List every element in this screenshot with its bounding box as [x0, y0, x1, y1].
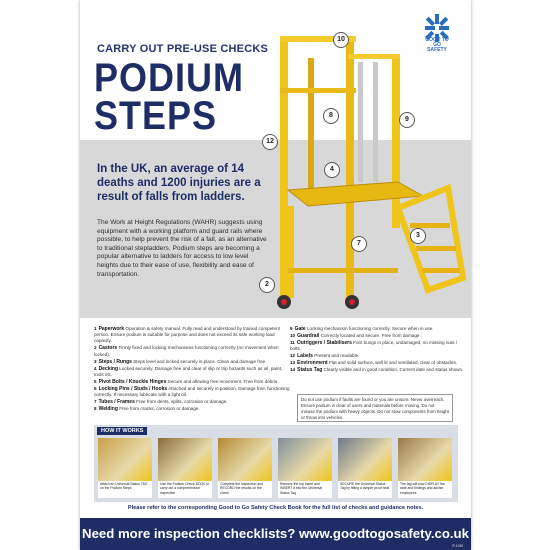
callout-7: 7: [351, 236, 367, 252]
checks-right-column: [290, 326, 465, 374]
check-name: Status Tag: [297, 367, 323, 374]
check-description: Locking mechanism functioning correctly. Secure when in use.: [306, 326, 434, 331]
check-number: 5: [94, 378, 97, 384]
check-name: Locking Pins / Studs / Hooks: [98, 385, 168, 392]
check-number: 1: [94, 326, 97, 331]
check-item: [94, 345, 290, 357]
check-name: Labels: [297, 353, 313, 360]
check-description: Secure and allowing free movement. Free from debris.: [167, 378, 279, 384]
check-item: [94, 406, 290, 412]
step-photo: [278, 438, 332, 481]
how-it-works-step: [278, 438, 332, 498]
check-item: [94, 379, 290, 385]
callout-10: 10: [333, 32, 349, 48]
how-it-works-step: [98, 438, 152, 498]
intro-paragraph: The Work at Height Regulations (WAHR) suggests using equipment with a working platform and guard rails where possible, to help prevent the risk of a fall, as an alternative to traditional stepladders. Podium steps are becoming a popular alternative to ladders for access to low level heights due to their ease of use, flexibility and ease of transportation.: [97, 219, 267, 278]
check-number: 4: [94, 365, 97, 371]
check-number: 10: [290, 333, 296, 338]
title-line-1: PODIUM: [94, 54, 244, 100]
how-it-works-panel: [94, 425, 458, 502]
footer-banner: [80, 518, 471, 550]
step-caption: SECURE the Universal Status Tag by fitting a tamper proof seal: [340, 482, 390, 491]
check-description: Flat and solid surface, well lit and ventilated, clear of obstacles.: [328, 360, 458, 366]
footer-text: Need more inspection checklists? www.goodtogosafety.co.uk: [82, 526, 469, 541]
how-it-works-title: HOW IT WORKS: [97, 427, 147, 435]
safety-note: Do not use podium if faults are found or you are unsure. Never overreach. Ensure podium is clear of users and materials before moving. Do not misuse the podium with heavy objects. Do not stow components from height or throw into vehicles.: [297, 394, 453, 422]
step-photo: [218, 438, 272, 481]
check-description: Correctly located and secure. Free from damage.: [320, 333, 421, 338]
check-number: 13: [290, 360, 296, 366]
callout-12: 12: [262, 134, 278, 150]
check-description: Clearly visible and in good condition. Current date and status shown.: [323, 367, 464, 373]
check-number: 6: [94, 385, 97, 391]
check-description: Present and readable.: [314, 353, 360, 359]
check-description: Free from cracks, corrosion or damage.: [119, 406, 200, 412]
check-number: 11: [290, 340, 295, 345]
check-item: [94, 386, 290, 398]
step-caption: Use the Podium Check BOOK to carry out a comprehensive inspection: [160, 482, 210, 495]
checks-left-column: [94, 326, 290, 413]
check-name: Paperwork: [98, 326, 125, 332]
check-item: [94, 366, 290, 378]
check-name: Steps / Rungs: [98, 358, 132, 365]
check-name: Pivot Bolts / Knuckle Hinges: [98, 378, 167, 385]
hero-section: [80, 0, 471, 318]
callout-3: 3: [410, 228, 426, 244]
check-description: Attached and securely in position. Damage free, functioning correctly. If necessary lubricate with a light oil.: [94, 385, 290, 398]
check-description: Free from dents, splits, corrosion or damage.: [136, 399, 228, 405]
title-line-2: STEPS: [94, 92, 218, 138]
stat-headline: In the UK, an average of 14 deaths and 1200 injuries are a result of falls from ladders.: [97, 163, 261, 203]
check-description: Foot bungs in place, undamaged, no missing nuts / bolts.: [290, 340, 458, 352]
check-item: [94, 399, 290, 405]
step-photo: [338, 438, 392, 481]
step-caption: Remove the top insert and INSERT it into the Universal Status Tag: [280, 482, 323, 495]
check-name: Tubes / Frames: [98, 399, 135, 406]
how-it-works-step: [338, 438, 392, 498]
step-caption: Attach an Universal Status TAG on the Podium Steps: [100, 482, 148, 491]
check-name: Guardrail: [297, 333, 320, 339]
check-description: Steps level and locked securely in place. Clean and damage free.: [133, 358, 267, 364]
check-number: 9: [290, 326, 293, 331]
check-number: 2: [94, 345, 97, 351]
check-name: Outriggers / Stabilisers: [296, 340, 352, 346]
step-photo: [98, 438, 152, 481]
check-description: Locked securely. Damage free and clear of slip or trip hazards such as oil, paint, tools etc.: [94, 365, 283, 377]
check-name: Castors: [98, 345, 118, 352]
callout-2: 2: [259, 277, 275, 293]
callout-8: 8: [323, 108, 339, 124]
how-it-works-step: [218, 438, 272, 498]
check-item: [290, 360, 465, 366]
callout-9: 9: [399, 112, 415, 128]
step-caption: Complete the inspection and RECORD the results on the check: [220, 482, 263, 495]
check-description: Firmly fixed and locking mechanisms functioning correctly (no movement when locked).: [94, 345, 279, 357]
check-number: 14: [290, 367, 296, 373]
check-item: [290, 340, 465, 352]
check-item: [290, 333, 465, 339]
product-code: IP-1059: [451, 544, 463, 548]
check-number: 8: [94, 406, 97, 412]
step-photo: [398, 438, 452, 481]
step-photo: [158, 438, 212, 481]
check-item: [94, 359, 290, 365]
check-item: [290, 326, 465, 332]
podium-steps-illustration: [248, 18, 468, 318]
refer-note: Please refer to the corresponding Good to Go Safety Check Book for the full list of checks and guidance notes.: [127, 505, 424, 511]
check-item: [290, 367, 465, 373]
brand-logo-text: GOOD TO GO SAFETY: [425, 37, 449, 53]
kicker: CARRY OUT PRE-USE CHECKS: [97, 43, 269, 55]
how-it-works-step: [158, 438, 212, 498]
check-name: Gate: [294, 326, 306, 332]
check-item: [290, 353, 465, 359]
check-number: 12: [290, 353, 296, 359]
check-name: Welding: [98, 406, 118, 413]
callout-4: 4: [324, 162, 340, 178]
check-name: Environment: [297, 360, 328, 367]
check-number: 3: [94, 358, 97, 364]
check-name: Decking: [98, 365, 119, 372]
poster: [80, 0, 471, 550]
how-it-works-step: [398, 438, 452, 498]
check-description: Operation & safety manual. Fully read and understood by trained competent person. Ensure podium is suitable for purpose and does not exceed its safe working load capacity.: [94, 326, 280, 344]
check-item: [94, 326, 290, 345]
step-caption: The tag will now DISPLAY the date and findings and advise employees: [400, 482, 445, 495]
check-number: 7: [94, 399, 97, 405]
